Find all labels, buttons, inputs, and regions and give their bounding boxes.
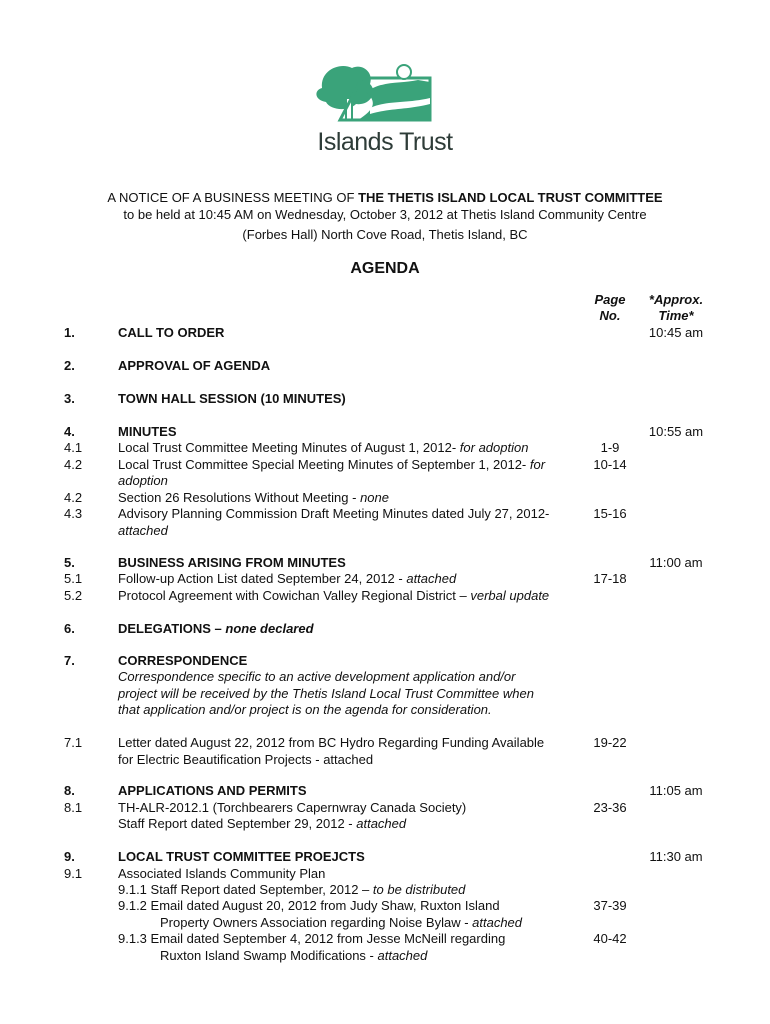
notice-prefix: A NOTICE OF A BUSINESS MEETING OF [107, 190, 359, 205]
notice-line-2: to be held at 10:45 AM on Wednesday, October 3, 2012 at Thetis Island Community Centre [123, 207, 647, 222]
notice-line-1 [0, 189, 770, 206]
page-column-header: Page No. [594, 292, 626, 323]
committee-name: THE THETIS ISLAND LOCAL TRUST COMMITTEE [358, 190, 663, 205]
logo-emblem-icon [300, 58, 470, 128]
agenda-title: AGENDA [350, 260, 420, 277]
islands-trust-logo [300, 58, 470, 160]
notice-line-3: (Forbes Hall) North Cove Road, Thetis Island, BC [242, 227, 528, 242]
time-column-header: *Approx. Time* [648, 292, 704, 323]
logo-wordmark: Islands Trust [317, 128, 453, 156]
